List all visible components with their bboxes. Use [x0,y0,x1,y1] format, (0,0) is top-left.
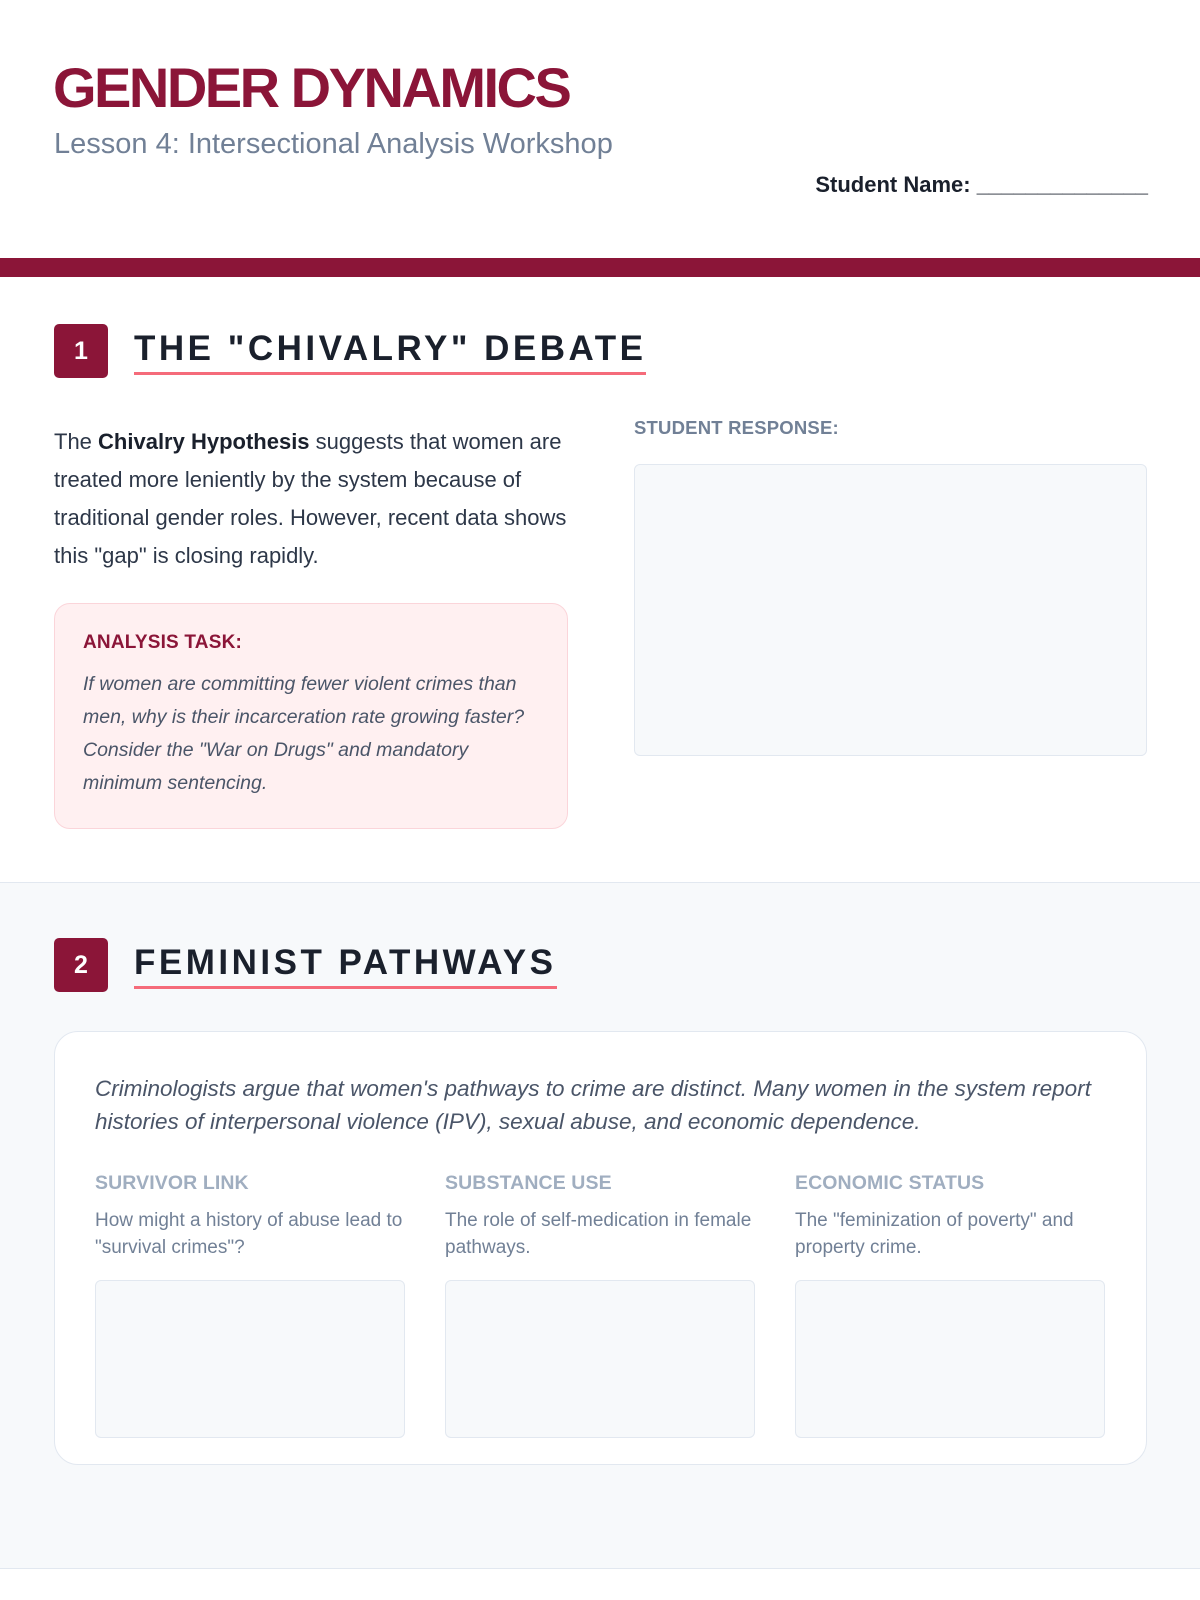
column-prompt: The role of self-medication in female pathways. [445,1210,752,1258]
chivalry-hypothesis-term: Chivalry Hypothesis [98,429,310,454]
worksheet-header [0,0,1200,258]
section-number-badge: 1 [54,324,108,378]
column-substance-use [445,1172,755,1261]
section-title: THE "CHIVALRY" DEBATE [134,327,646,375]
student-response-label: STUDENT RESPONSE: [634,417,839,438]
section-feminist-pathways [0,883,1200,1569]
page-title: GENDER DYNAMICS [53,56,570,119]
column-prompt: How might a history of abuse lead to "survival crimes"? [95,1210,403,1258]
chivalry-intro-text: The Chivalry Hypothesis suggests that women are treated more leniently by the system because of traditional gender roles. However, recent data shows this "gap" is closing rapidly. [54,429,567,568]
column-label: SURVIVOR LINK [95,1172,249,1194]
column-label: SUBSTANCE USE [445,1172,612,1194]
column-prompt: The "feminization of poverty" and property crime. [795,1210,1074,1258]
column-response-box[interactable] [95,1280,405,1438]
analysis-task-box [54,603,568,829]
column-survivor-link [95,1172,405,1261]
student-name-field[interactable]: Student Name: ______________ [815,172,1148,197]
header-divider-bar [0,258,1200,277]
pathways-intro-text: Criminologists argue that women's pathways to crime are distinct. Many women in the system report histories of interpersonal violence (IPV), sexual abuse, and economic dependence. [95,1076,1091,1134]
pathways-card [54,1031,1147,1465]
page-subtitle: Lesson 4: Intersectional Analysis Workshop [54,128,613,160]
student-response-box[interactable] [634,464,1147,756]
section-chivalry-debate [0,277,1200,883]
column-economic-status [795,1172,1105,1261]
analysis-task-text: If women are committing fewer violent crimes than men, why is their incarceration rate growing faster? Consider the "War on Drugs" and mandatory minimum sentencing. [83,673,525,794]
column-response-box[interactable] [795,1280,1105,1438]
column-response-box[interactable] [445,1280,755,1438]
section-title: FEMINIST PATHWAYS [134,941,557,989]
analysis-task-label: ANALYSIS TASK: [83,632,243,653]
section-number-badge: 2 [54,938,108,992]
column-label: ECONOMIC STATUS [795,1172,985,1194]
